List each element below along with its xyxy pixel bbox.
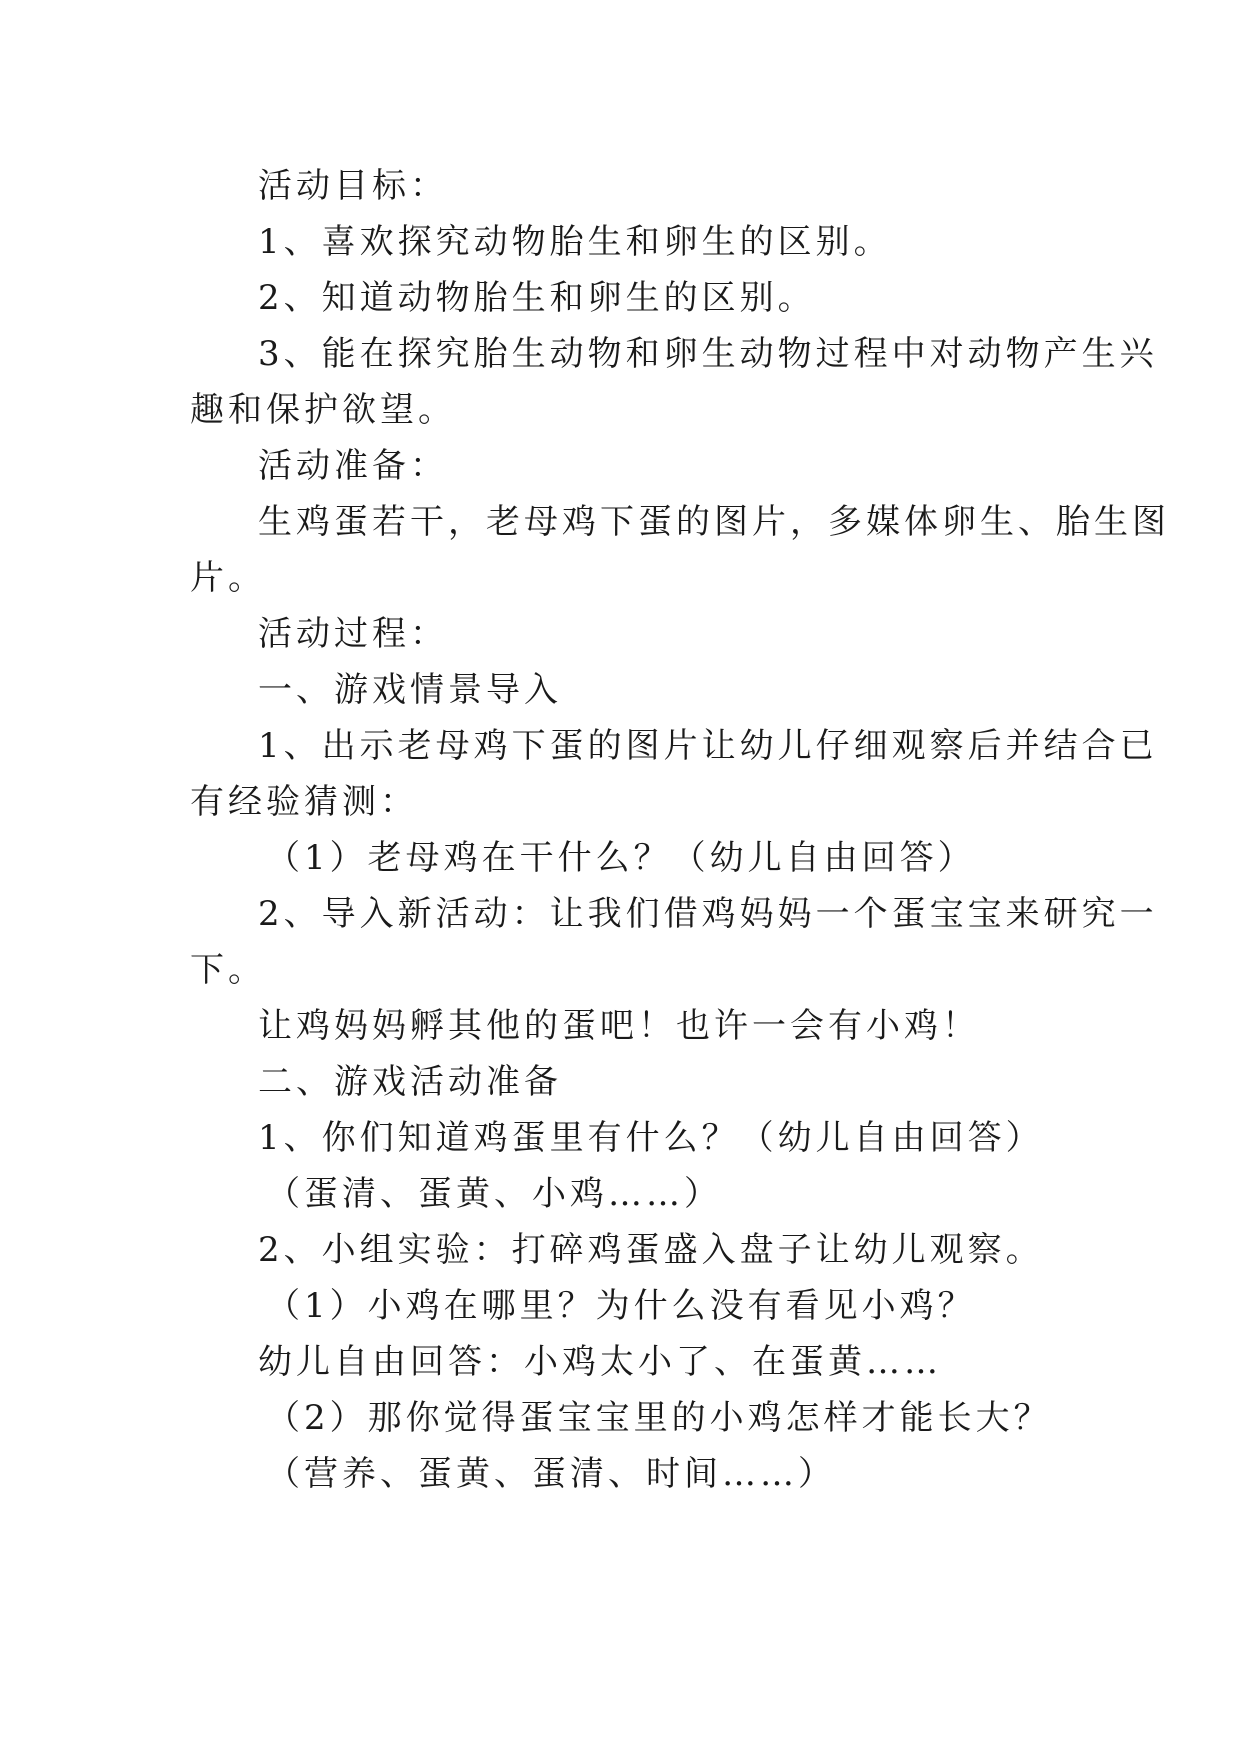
paragraph-line: 生鸡蛋若干，老母鸡下蛋的图片，多媒体卵生、胎生图 (258, 502, 1170, 542)
section-heading: 一、游戏情景导入 (258, 670, 562, 710)
paragraph-line: （蛋清、蛋黄、小鸡……） (266, 1174, 722, 1214)
section-heading: 二、游戏活动准备 (258, 1062, 562, 1102)
paragraph-line: （营养、蛋黄、蛋清、时间……） (266, 1454, 836, 1494)
paragraph-line: 2、知道动物胎生和卵生的区别。 (258, 278, 816, 318)
heading-activity-goals: 活动目标： (258, 166, 448, 206)
heading-activity-process: 活动过程： (258, 614, 448, 654)
paragraph-line: （1）小鸡在哪里？为什么没有看见小鸡？ (266, 1286, 976, 1326)
paragraph-line: （1）老母鸡在干什么？（幼儿自由回答） (266, 838, 976, 878)
paragraph-line: 趣和保护欲望。 (190, 390, 456, 430)
paragraph-line: 1、你们知道鸡蛋里有什么？（幼儿自由回答） (258, 1118, 1044, 1158)
paragraph-line: 1、出示老母鸡下蛋的图片让幼儿仔细观察后并结合已 (258, 726, 1158, 766)
paragraph-line: 让鸡妈妈孵其他的蛋吧！也许一会有小鸡！ (258, 1006, 980, 1046)
paragraph-line: 2、小组实验：打碎鸡蛋盛入盘子让幼儿观察。 (258, 1230, 1044, 1270)
heading-activity-preparation: 活动准备： (258, 446, 448, 486)
paragraph-line: 幼儿自由回答：小鸡太小了、在蛋黄…… (258, 1342, 942, 1382)
paragraph-line: 2、导入新活动：让我们借鸡妈妈一个蛋宝宝来研究一 (258, 894, 1158, 934)
paragraph-line: （2）那你觉得蛋宝宝里的小鸡怎样才能长大？ (266, 1398, 1052, 1438)
paragraph-line: 片。 (190, 558, 266, 598)
paragraph-line: 下。 (190, 950, 266, 990)
paragraph-line: 1、喜欢探究动物胎生和卵生的区别。 (258, 222, 892, 262)
paragraph-line: 3、能在探究胎生动物和卵生动物过程中对动物产生兴 (258, 334, 1158, 374)
paragraph-line: 有经验猜测： (190, 782, 418, 822)
